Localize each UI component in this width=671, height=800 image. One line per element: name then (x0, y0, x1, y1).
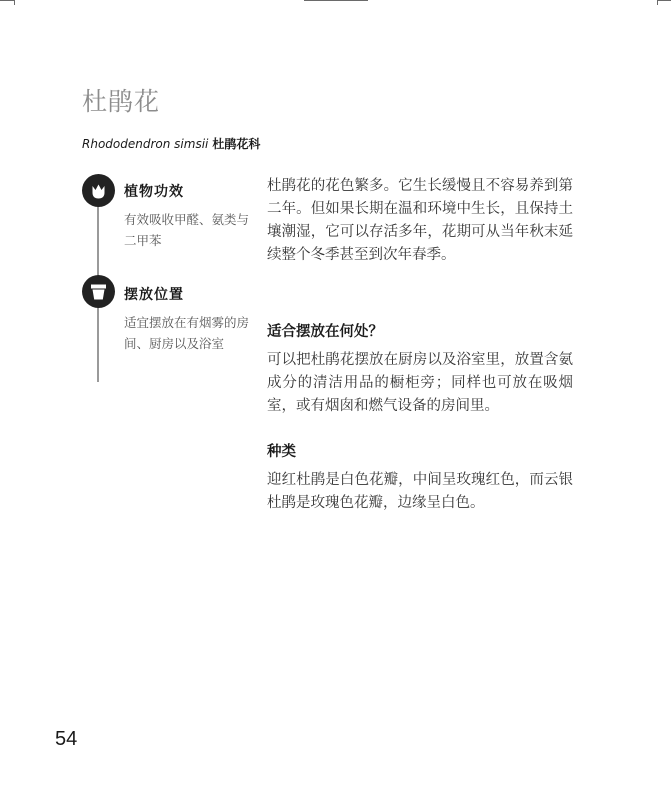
intro-text: 杜鹃花的花色繁多。它生长缓慢且不容易养到第二年。但如果长期在温和环境中生长，且保持土壤潮湿，它可以存活多年，花期可从当年秋末延续整个冬季甚至到次年春季。 (267, 178, 573, 263)
family-name: 杜鹃花科 (212, 137, 261, 151)
top-crop-rule (0, 0, 671, 2)
crop-mark-center (304, 0, 368, 1)
function-heading: 植物功效 (124, 184, 184, 200)
latin-name-line (82, 135, 260, 152)
page-title: 杜鹃花 (82, 87, 161, 116)
where-text: 可以把杜鹃花摆放在厨房以及浴室里，放置含氨成分的清洁用品的橱柜旁；同样也可放在吸烟室，或有烟囱和燃气设备的房间里。 (267, 352, 573, 414)
page-number: 54 (55, 728, 78, 750)
crop-tick-right (657, 0, 658, 5)
tulip-icon (82, 174, 115, 207)
crop-mark-right (657, 0, 671, 1)
placement-text: 适宜摆放在有烟雾的房间、厨房以及浴室 (124, 315, 250, 351)
function-text: 有效吸收甲醛、氨类与二甲苯 (124, 212, 250, 248)
crop-tick-left (14, 0, 15, 5)
varieties-heading: 种类 (267, 444, 296, 460)
flower-pot-icon (82, 275, 115, 308)
crop-mark-left (0, 0, 14, 1)
intro-paragraph (267, 175, 573, 267)
scientific-name: Rhododendron simsii (82, 137, 209, 151)
where-paragraph (267, 349, 573, 418)
varieties-paragraph (267, 469, 573, 515)
placement-heading: 摆放位置 (124, 287, 184, 303)
varieties-text: 迎红杜鹃是白色花瓣，中间呈玫瑰红色，而云银杜鹃是玫瑰色花瓣，边缘呈白色。 (267, 472, 573, 511)
where-heading: 适合摆放在何处？ (267, 324, 383, 340)
